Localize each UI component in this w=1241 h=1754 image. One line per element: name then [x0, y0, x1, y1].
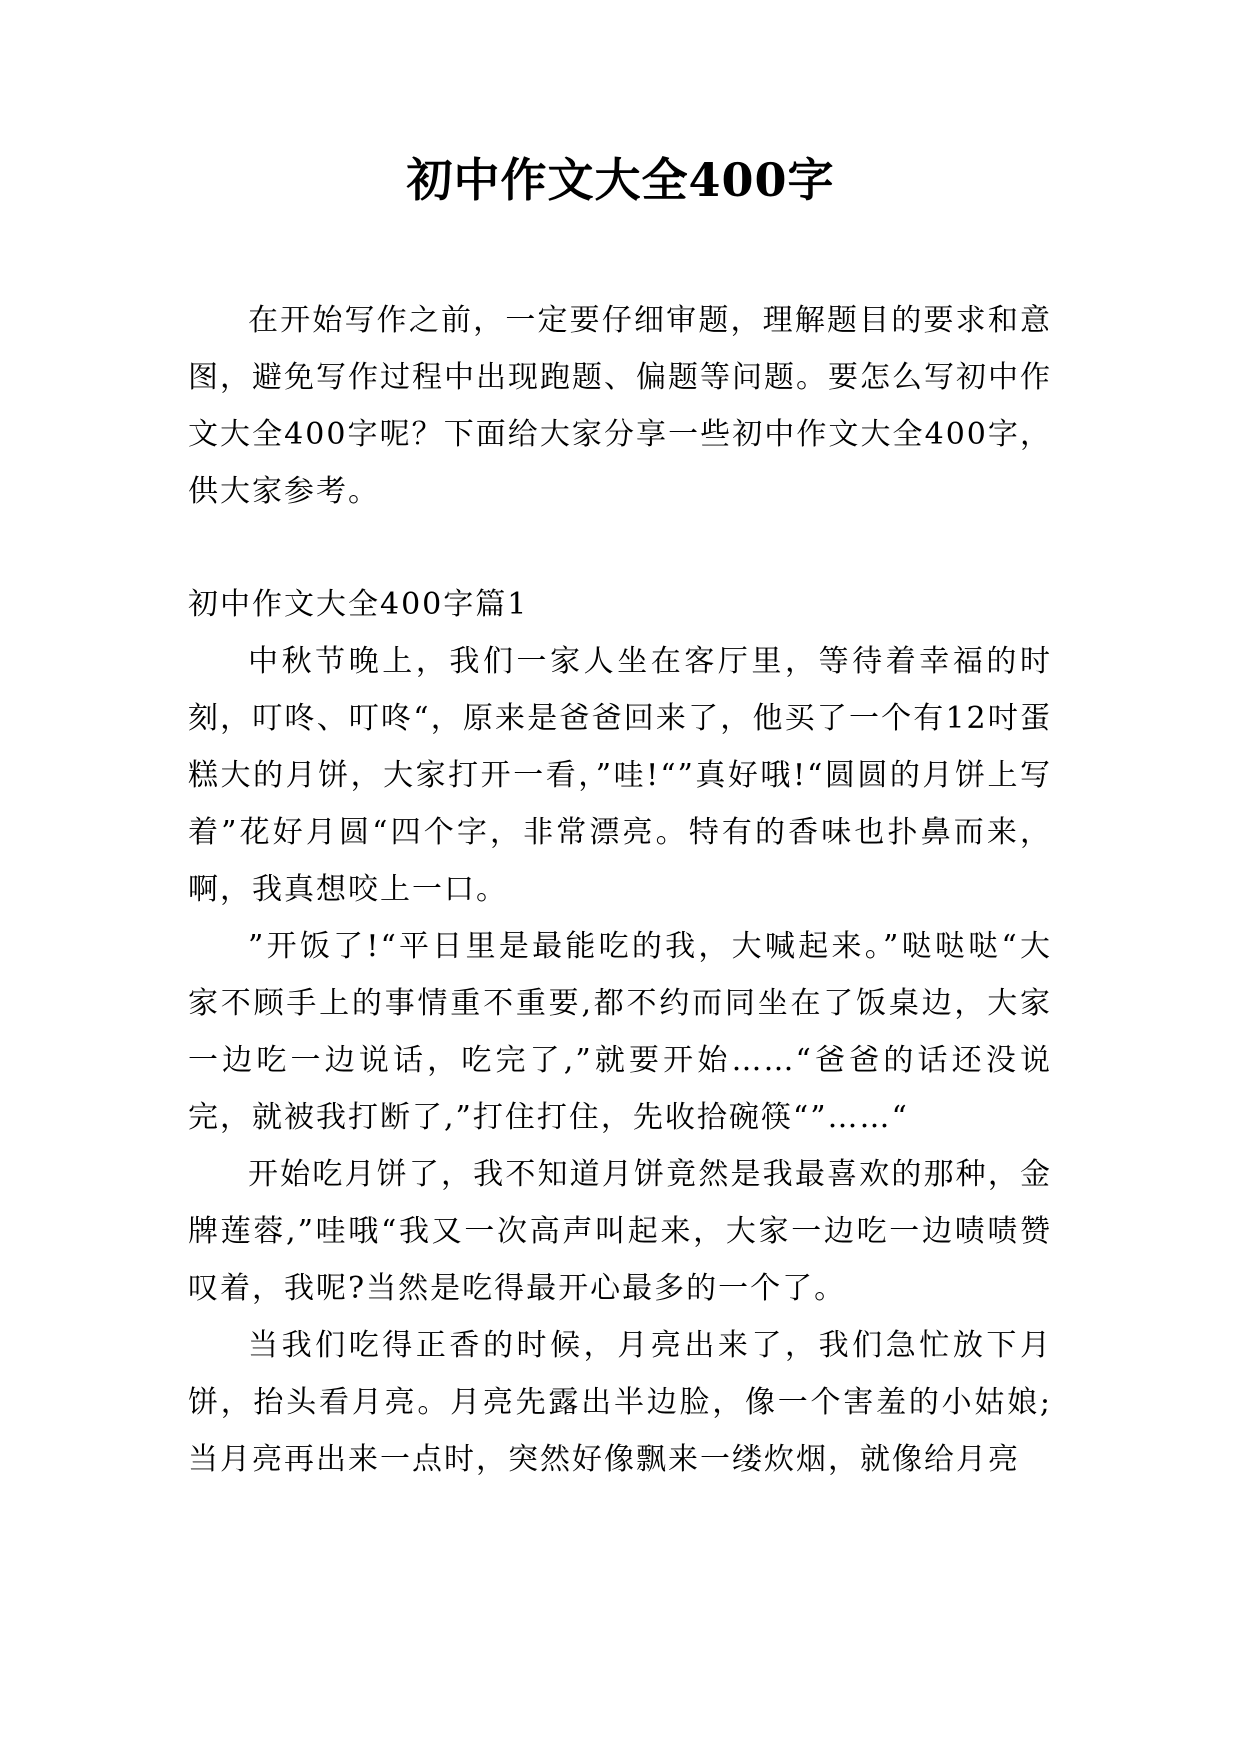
document-title: 初中作文大全400字: [406, 153, 835, 207]
body-paragraph-1: 中秋节晚上，我们一家人坐在客厅里，等待着幸福的时刻，叮咚、叮咚“，原来是爸爸回来了，他买了一个有12吋蛋糕大的月饼，大家打开一看，”哇!“”真好哦!“圆圆的月饼上写着”花好月圆“四个字，非常漂亮。特有的香味也扑鼻而来，啊，我真想咬上一口。: [188, 644, 1052, 907]
document-body: [188, 292, 1052, 1488]
body-paragraph-3: 开始吃月饼了，我不知道月饼竟然是我最喜欢的那种，金牌莲蓉,”哇哦“我又一次高声叫起来，大家一边吃一边啧啧赞叹着，我呢?当然是吃得最开心最多的一个了。: [188, 1157, 1052, 1306]
body-paragraph-2: ”开饭了!“平日里是最能吃的我，大喊起来。”哒哒哒“大家不顾手上的事情重不重要,都不约而同坐在了饭桌边，大家一边吃一边说话，吃完了,”就要开始……“爸爸的话还没说完，就被我打断了,”打住打住，先收拾碗筷“”……“: [188, 929, 1052, 1135]
section-heading: 初中作文大全400字篇1: [188, 587, 529, 622]
body-paragraph-4: 当我们吃得正香的时候，月亮出来了，我们急忙放下月饼，抬头看月亮。月亮先露出半边脸，像一个害羞的小姑娘;当月亮再出来一点时，突然好像飘来一缕炊烟，就像给月亮: [188, 1328, 1052, 1477]
intro-paragraph: 在开始写作之前，一定要仔细审题，理解题目的要求和意图，避免写作过程中出现跑题、偏题等问题。要怎么写初中作文大全400字呢？下面给大家分享一些初中作文大全400字，供大家参考。: [188, 303, 1052, 509]
